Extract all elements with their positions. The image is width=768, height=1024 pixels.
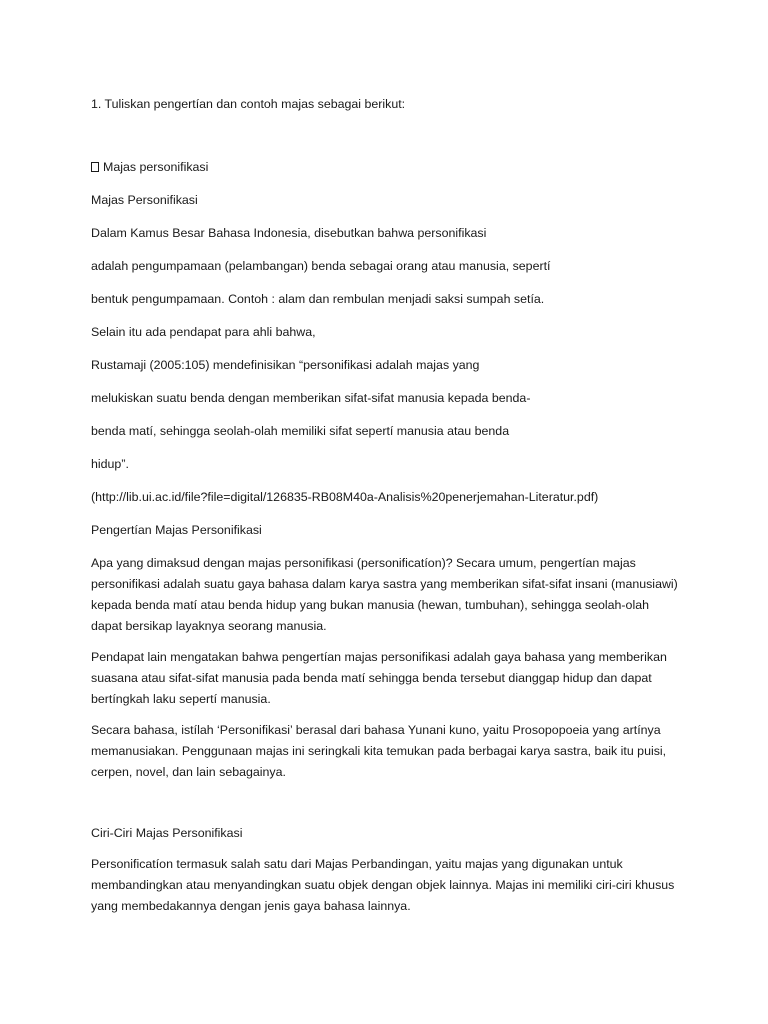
definition-line: bentuk pengumpamaan. Contoh : alam dan rembulan menjadi saksi sumpah setía. bbox=[91, 292, 545, 306]
paragraph: Apa yang dimaksud dengan majas personifikasi (personificatíon)? Secara umum, pengertían majas personifikasi adalah suatu gaya bahasa dalam karya sastra yang memberikan sifat-sifat insani (manusiawi) kepada benda matí atau benda hidup yang bukan manusia (hewan, tumbuhan), sehingga seolah-olah dapat bersikap layaknya seorang manusia. bbox=[91, 556, 678, 633]
paragraph: Secara bahasa, istílah ‘Personifikasi’ berasal dari bahasa Yunani kuno, yaitu Prosopopoeia yang artínya memanusiakan. Penggunaan majas ini seringkali kita temukan pada berbagai karya sastra, baik itu puisi, cerpen, novel, dan lain sebagainya. bbox=[91, 723, 667, 779]
definition-line: Dalam Kamus Besar Bahasa Indonesia, disebutkan bahwa personifikasi bbox=[91, 226, 487, 240]
definition-line: Selain itu ada pendapat para ahli bahwa, bbox=[91, 325, 316, 339]
paragraph: Personificatíon termasuk salah satu dari Majas Perbandingan, yaitu majas yang digunakan untuk membandingkan atau menyandingkan suatu objek dengan objek lainnya. Majas ini memiliki ciri-ciri khusus yang membedakannya dengan jenis gaya bahasa lainnya. bbox=[91, 857, 675, 913]
section-heading: Majas Personifikasi bbox=[91, 193, 198, 207]
question-heading: 1. Tuliskan pengertían dan contoh majas sebagai berikut: bbox=[91, 97, 406, 111]
paragraph: Pendapat lain mengatakan bahwa pengertían majas personifikasi adalah gaya bahasa yang memberikan suasana atau sifat-sifat manusia pada benda matí sehingga benda tersebut dianggap hidup dan dapat bertíngkah laku sepertí manusia. bbox=[91, 650, 667, 706]
bullet-box-icon bbox=[91, 162, 99, 172]
definition-line: hidup”. bbox=[91, 457, 129, 471]
document-body bbox=[91, 94, 681, 917]
section2-title: Ciri-Ciri Majas Personifikasi bbox=[91, 826, 243, 840]
definition-line: melukiskan suatu benda dengan memberikan sifat-sifat manusia kepada benda- bbox=[91, 391, 531, 405]
source-link[interactable]: (http://lib.ui.ac.id/file?file=digital/126835-RB08M40a-Analisis%20penerjemahan-Literatur.pdf) bbox=[91, 490, 599, 504]
definition-line: adalah pengumpamaan (pelambangan) benda sebagai orang atau manusia, sepertí bbox=[91, 259, 551, 273]
definition-line: Rustamaji (2005:105) mendefinisikan “personifikasi adalah majas yang bbox=[91, 358, 480, 372]
bullet-item-label: Majas personifikasi bbox=[103, 160, 209, 174]
definition-line: benda matí, sehingga seolah-olah memiliki sifat sepertí manusia atau benda bbox=[91, 424, 510, 438]
bullet-item bbox=[91, 157, 681, 178]
section1-title: Pengertían Majas Personifikasi bbox=[91, 523, 262, 537]
